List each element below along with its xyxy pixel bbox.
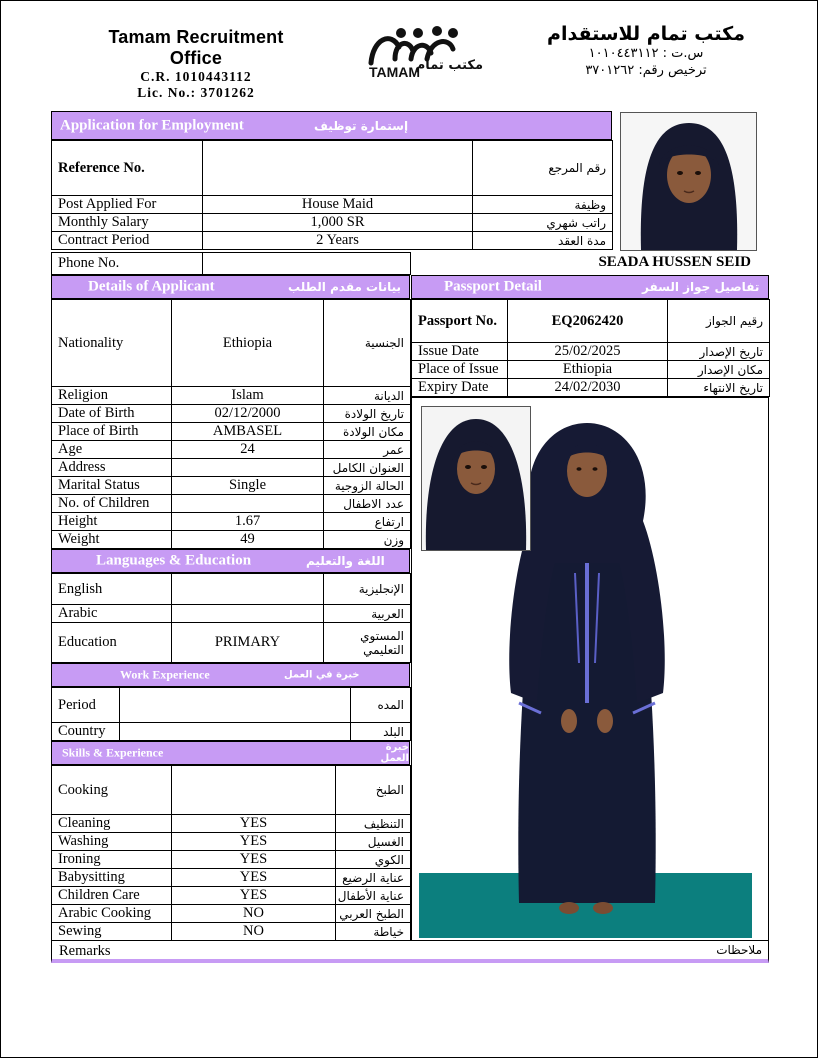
applicant-title-en: Details of Applicant <box>88 278 215 295</box>
work-title-en: Work Experience <box>120 667 210 682</box>
application-row-label-ar: رقم المرجع <box>473 141 613 196</box>
passport-row-value[interactable]: EQ2062420 <box>508 300 668 343</box>
passport-row-label: Passport No. <box>412 300 508 343</box>
work-title-ar: خبرة في العمل <box>284 669 360 681</box>
passport-table <box>411 299 770 397</box>
work-row-label: Country <box>52 723 120 741</box>
language-row-label: English <box>52 574 172 605</box>
applicant-row-label-ar: الجنسية <box>324 300 411 387</box>
passport-row-value[interactable]: Ethiopia <box>508 361 668 379</box>
skill-row <box>52 887 411 905</box>
skill-row-label-ar: عناية الرضيع <box>336 869 411 887</box>
applicant-row-value[interactable]: Ethiopia <box>172 300 324 387</box>
headshot-image <box>422 407 530 550</box>
skill-row-label-ar: عناية الأطفال <box>336 887 411 905</box>
application-row-value[interactable] <box>203 141 473 196</box>
passport-band <box>411 275 769 299</box>
skill-row-label: Cleaning <box>52 815 172 833</box>
applicant-row-label-ar: الحالة الزوجية <box>324 477 411 495</box>
applicant-row-label-ar: العنوان الكامل <box>324 459 411 477</box>
company-cr-en: C.R. 1010443112 <box>140 69 252 84</box>
application-row-value[interactable]: 1,000 SR <box>203 214 473 232</box>
skill-row-value[interactable]: YES <box>172 815 336 833</box>
application-band <box>51 111 612 140</box>
work-row-value[interactable] <box>120 723 351 741</box>
applicant-table <box>51 299 411 549</box>
skills-band <box>51 741 410 765</box>
application-row <box>52 141 613 196</box>
applicant-row-label: Place of Birth <box>52 423 172 441</box>
applicant-row-value[interactable]: 24 <box>172 441 324 459</box>
applicant-row-label-ar: الديانة <box>324 387 411 405</box>
passport-title-en: Passport Detail <box>444 278 542 295</box>
skill-row-label-ar: خياطة <box>336 923 411 941</box>
language-row-label-ar: الإنجليزية <box>324 574 411 605</box>
applicant-row <box>52 387 411 405</box>
applicant-row-label-ar: وزن <box>324 531 411 549</box>
skill-row <box>52 833 411 851</box>
applicant-row-value[interactable]: 1.67 <box>172 513 324 531</box>
application-row-label-ar: مدة العقد <box>473 232 613 250</box>
svg-text:مكتب تمام: مكتب تمام <box>415 58 483 73</box>
language-row <box>52 605 411 623</box>
applicant-row-label-ar: ارتفاع <box>324 513 411 531</box>
phone-value[interactable] <box>203 253 411 275</box>
skill-row-value[interactable] <box>172 766 336 815</box>
applicant-row-value[interactable]: 49 <box>172 531 324 549</box>
applicant-row-value[interactable]: Single <box>172 477 324 495</box>
work-row-value[interactable] <box>120 688 351 723</box>
applicant-name: SEADA HUSSEN SEID <box>598 254 751 270</box>
skill-row-label: Children Care <box>52 887 172 905</box>
skill-row-label: Arabic Cooking <box>52 905 172 923</box>
passport-row <box>412 379 770 397</box>
applicant-row-label-ar: تاريخ الولادة <box>324 405 411 423</box>
skill-row <box>52 815 411 833</box>
skill-row-value[interactable]: YES <box>172 851 336 869</box>
applicant-band <box>51 275 410 299</box>
applicant-title-ar: بيانات مقدم الطلب <box>288 280 402 294</box>
application-row-label-ar: وظيفة <box>473 196 613 214</box>
application-title-ar: إستمارة توظيف <box>314 118 409 133</box>
applicant-row-value[interactable]: Islam <box>172 387 324 405</box>
passport-row-value[interactable]: 24/02/2030 <box>508 379 668 397</box>
applicant-row <box>52 423 411 441</box>
applicant-row <box>52 495 411 513</box>
applicant-row-label: Age <box>52 441 172 459</box>
passport-row-label: Issue Date <box>412 343 508 361</box>
application-row-label: Reference No. <box>52 141 203 196</box>
applicant-row-label: Weight <box>52 531 172 549</box>
languages-title-en: Languages & Education <box>96 552 252 569</box>
language-row <box>52 623 411 663</box>
passport-row-label-ar: مكان الإصدار <box>668 361 770 379</box>
headshot-photo <box>421 406 531 551</box>
company-cr-ar: س.ت : ١٠١٠٤٤٣١١٢ <box>588 46 704 61</box>
skill-row <box>52 905 411 923</box>
applicant-row <box>52 477 411 495</box>
skill-row <box>52 851 411 869</box>
application-title-en: Application for Employment <box>60 117 244 133</box>
skill-row-value[interactable]: YES <box>172 833 336 851</box>
applicant-row-label-ar: مكان الولادة <box>324 423 411 441</box>
applicant-row-label: Date of Birth <box>52 405 172 423</box>
skill-row <box>52 869 411 887</box>
applicant-row-value[interactable] <box>172 495 324 513</box>
application-row-label: Monthly Salary <box>52 214 203 232</box>
languages-title-ar: اللغة والتعليم <box>306 554 385 568</box>
application-row-label-ar: راتب شهري <box>473 214 613 232</box>
remarks-label-ar: ملاحظات <box>716 943 762 957</box>
work-table <box>51 687 411 741</box>
language-row-label-ar: العربية <box>324 605 411 623</box>
skill-row-label: Sewing <box>52 923 172 941</box>
language-row-value[interactable] <box>172 574 324 605</box>
skill-row-label: Cooking <box>52 766 172 815</box>
application-table <box>51 140 613 250</box>
company-name-ar: مكتب تمام للاستقدام <box>547 23 745 45</box>
applicant-row-label: Religion <box>52 387 172 405</box>
application-row <box>52 196 613 214</box>
applicant-row-label-ar: عدد الاطفال <box>324 495 411 513</box>
passport-row-value[interactable]: 25/02/2025 <box>508 343 668 361</box>
application-row-value[interactable]: House Maid <box>203 196 473 214</box>
passport-row <box>412 343 770 361</box>
skill-row <box>52 923 411 941</box>
skill-row-label-ar: الكوي <box>336 851 411 869</box>
application-row <box>52 232 613 250</box>
portrait-image <box>621 113 756 250</box>
applicant-row-label: Height <box>52 513 172 531</box>
phone-table <box>51 252 411 275</box>
work-row-label-ar: البلد <box>351 723 411 741</box>
applicant-row-value[interactable]: 02/12/2000 <box>172 405 324 423</box>
skill-row-label-ar: الطبخ <box>336 766 411 815</box>
applicant-row <box>52 459 411 477</box>
work-row <box>52 723 411 741</box>
skill-row-label-ar: التنظيف <box>336 815 411 833</box>
skill-row-label: Washing <box>52 833 172 851</box>
skills-table <box>51 765 411 941</box>
applicant-row <box>52 300 411 387</box>
skill-row-label-ar: الغسيل <box>336 833 411 851</box>
remarks-row <box>51 941 769 963</box>
company-header-en <box>93 27 299 101</box>
applicant-row-label: Marital Status <box>52 477 172 495</box>
skill-row-value[interactable]: NO <box>172 923 336 941</box>
phone-label: Phone No. <box>52 253 203 275</box>
remarks-label: Remarks <box>59 943 111 959</box>
company-license-en: Lic. No.: 3701262 <box>137 85 255 100</box>
skill-row-value[interactable]: NO <box>172 905 336 923</box>
skill-row-value[interactable]: YES <box>172 869 336 887</box>
language-row-value[interactable]: PRIMARY <box>172 623 324 663</box>
work-row <box>52 688 411 723</box>
language-row-value[interactable] <box>172 605 324 623</box>
work-band <box>51 663 410 687</box>
language-row-label: Education <box>52 623 172 663</box>
skill-row <box>52 766 411 815</box>
passport-row-label: Expiry Date <box>412 379 508 397</box>
applicant-row <box>52 405 411 423</box>
skill-row-label: Ironing <box>52 851 172 869</box>
skills-title-ar: خبرة العمل <box>380 742 409 764</box>
skill-row-label-ar: الطبخ العربي <box>336 905 411 923</box>
application-row-value[interactable]: 2 Years <box>203 232 473 250</box>
applicant-row-label: Nationality <box>52 300 172 387</box>
applicant-row <box>52 441 411 459</box>
passport-row-label-ar: رقيم الجواز <box>668 300 770 343</box>
skill-row-value[interactable]: YES <box>172 887 336 905</box>
skill-row-label: Babysitting <box>52 869 172 887</box>
applicant-row-label-ar: عمر <box>324 441 411 459</box>
passport-row-label-ar: تاريخ الإصدار <box>668 343 770 361</box>
company-header-ar <box>541 23 751 79</box>
applicant-row-value[interactable]: AMBASEL <box>172 423 324 441</box>
languages-band <box>51 549 410 573</box>
work-row-label-ar: المده <box>351 688 411 723</box>
applicant-row-value[interactable] <box>172 459 324 477</box>
applicant-row-label: Address <box>52 459 172 477</box>
languages-table <box>51 573 411 663</box>
svg-text:TAMAM: TAMAM <box>369 64 421 80</box>
language-row-label-ar: المستوي التعليمي <box>324 623 411 663</box>
tamam-logo <box>361 19 486 81</box>
passport-title-ar: تفاصيل جواز السفر <box>642 280 760 294</box>
passport-row-label-ar: تاريخ الانتهاء <box>668 379 770 397</box>
application-row-label: Post Applied For <box>52 196 203 214</box>
profile-photo <box>620 112 757 251</box>
company-name-en: Tamam Recruitment Office <box>108 27 284 68</box>
work-row-label: Period <box>52 688 120 723</box>
company-license-ar: ترخيص رقم: ٣٧٠١٢٦٢ <box>585 63 707 78</box>
applicant-row <box>52 531 411 549</box>
applicant-row-label: No. of Children <box>52 495 172 513</box>
language-row-label: Arabic <box>52 605 172 623</box>
language-row <box>52 574 411 605</box>
application-row <box>52 214 613 232</box>
passport-row-label: Place of Issue <box>412 361 508 379</box>
applicant-row <box>52 513 411 531</box>
application-row-label: Contract Period <box>52 232 203 250</box>
passport-row <box>412 361 770 379</box>
passport-row <box>412 300 770 343</box>
skills-title-en: Skills & Experience <box>62 745 164 760</box>
